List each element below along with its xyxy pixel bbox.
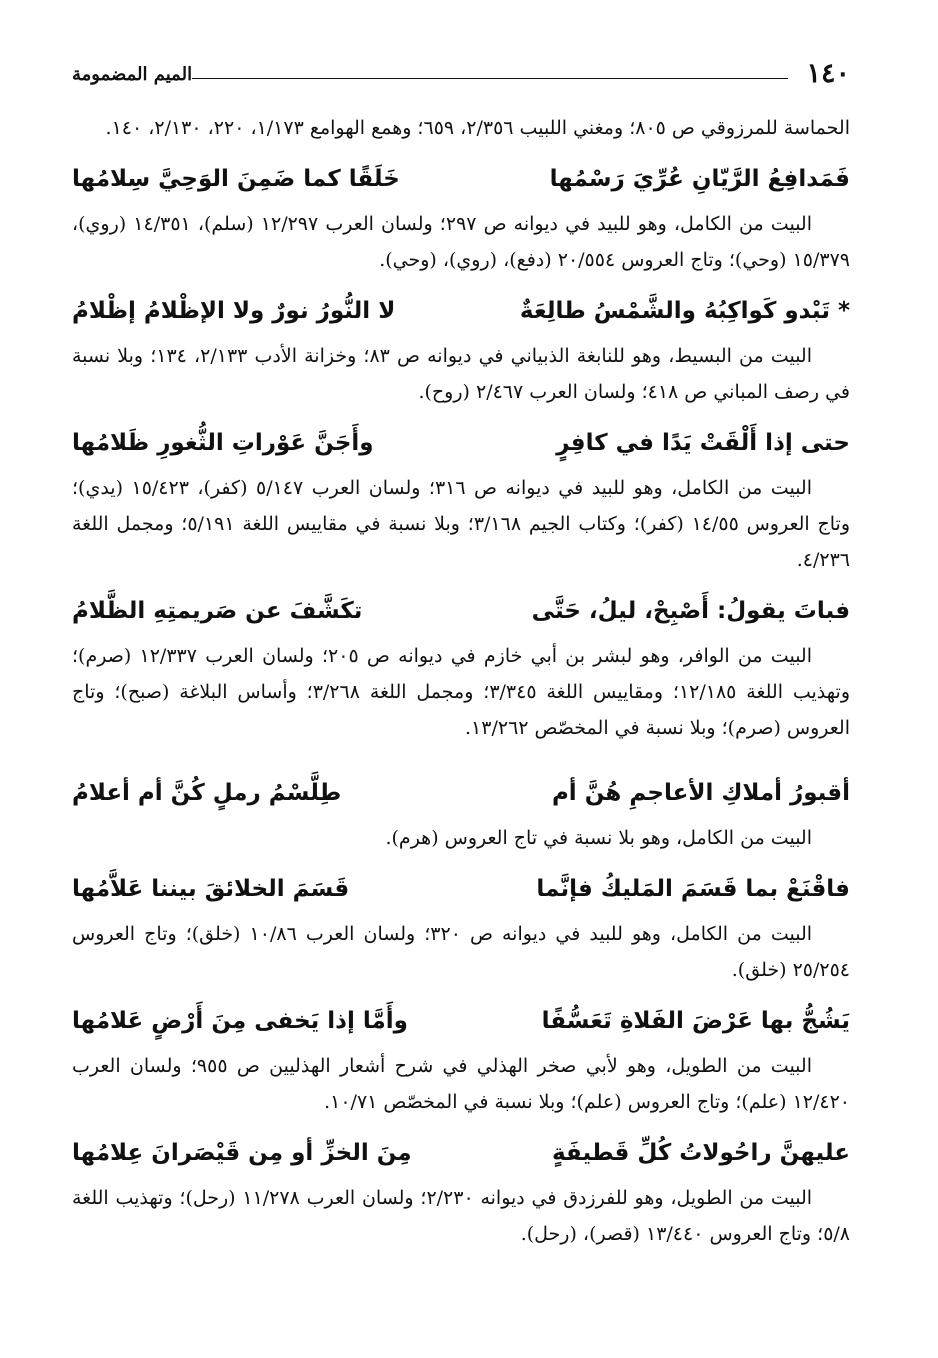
spacer bbox=[72, 746, 850, 760]
verse-hemistich-first: يَشُجُّ بها عَرْضَ الفَلاةِ تَعَسُّفًا bbox=[541, 1008, 850, 1034]
verse-hemistich-second: قَسَمَ الخلائقَ بيننا عَلاَّمُها bbox=[72, 876, 350, 902]
verse-note: البيت من الطويل، وهو لأبي صخر الهذلي في شرح أشعار الهذليين ص ٩٥٥؛ ولسان العرب ١٢/٤٢٠ (علم)؛ وتاج العروس (علم)؛ وبلا نسبة في المخصّص ١٠/٧١. bbox=[72, 1055, 850, 1113]
verse-note: البيت من الطويل، وهو للفرزدق في ديوانه ٢/٢٣٠؛ ولسان العرب ١١/٢٧٨ (رحل)؛ وتهذيب اللغة ٥/٨؛ وتاج العروس ١٣/٤٤٠ (قصر)، (رحل). bbox=[72, 1187, 850, 1245]
verse-hemistich-second: لا النُّورُ نورٌ ولا الإظْلامُ إظْلامُ bbox=[72, 298, 396, 324]
verse-hemistich-second: وأَمَّا إذا يَخفى مِنَ أَرْضٍ عَلامُها bbox=[72, 1008, 408, 1034]
verse-note: البيت من الوافر، وهو لبشر بن أبي خازم في ديوانه ص ٢٠٥؛ ولسان العرب ١٢/٣٣٧ (صرم)؛ وتهذيب اللغة ١٢/١٨٥؛ ومقاييس اللغة ٣/٣٤٥؛ ومجمل اللغة ٣/٢٦٨؛ وأساس البلاغة (صبح)؛ وتاج العروس (صرم)؛ وبلا نسبة في المخصّص ١٣/٢٦٢. bbox=[72, 645, 851, 739]
verse-4 bbox=[72, 592, 850, 630]
verse-hemistich-first: * تَبْدو كَواكِبُهُ والشَّمْسُ طالِعَةٌ bbox=[519, 298, 850, 324]
verse-hemistich-first: فباتَ يقولُ: أَصْبِحْ، ليلُ، حَتَّى bbox=[531, 598, 850, 624]
verse-hemistich-first: أقبورُ أملاكِ الأعاجمِ هُنَّ أم bbox=[551, 780, 850, 806]
header-rule bbox=[192, 78, 788, 79]
verse-note: البيت من الكامل، وهو للبيد في ديوانه ص ٣٢٠؛ ولسان العرب ١٠/٨٦ (خلق)؛ وتاج العروس ٢٥/٢٥٤ (خلق). bbox=[72, 923, 850, 981]
verse-hemistich-first: فَمَدافِعُ الرَّيّانِ عُرِّيَ رَسْمُها bbox=[549, 166, 850, 192]
verse-1 bbox=[72, 160, 850, 198]
verse-note: البيت من البسيط، وهو للنابغة الذبياني في ديوانه ص ٨٣؛ وخزانة الأدب ٢/١٣٣، ١٣٤؛ وبلا نسبة في رصف المباني ص ٤١٨؛ ولسان العرب ٢/٤٦٧ (روح). bbox=[72, 345, 850, 403]
verse-hemistich-first: فاقْنَعْ بما قَسَمَ المَليكُ فإنَّما bbox=[536, 876, 850, 902]
verse-2 bbox=[72, 292, 850, 330]
verse-note: البيت من الكامل، وهو للبيد في ديوانه ص ٢٩٧؛ ولسان العرب ١٢/٢٩٧ (سلم)، ١٤/٣٥١ (روي)، ١٥/٣٧٩ (وحي)؛ وتاج العروس ٢٠/٥٥٤ (دفع)، (روي)، (وحي). bbox=[72, 213, 850, 271]
verse-hemistich-second: خَلَقًا كما ضَمِنَ الوَحِيَّ سِلامُها bbox=[72, 166, 400, 192]
page-number: ١٤٠ bbox=[806, 58, 850, 89]
verse-note: البيت من الكامل، وهو للبيد في ديوانه ص ٣١٦؛ ولسان العرب ٥/١٤٧ (كفر)، ١٥/٤٢٣ (يدي)؛ وتاج العروس ١٤/٥٥ (كفر)؛ وكتاب الجيم ٣/١٦٨؛ وبلا نسبة في مقاييس اللغة ٥/١٩١؛ ومجمل اللغة ٤/٢٣٦. bbox=[72, 477, 851, 571]
intro-note: الحماسة للمرزوقي ص ٨٠٥؛ ومغني اللبيب ٢/٣٥٦، ٦٥٩؛ وهمع الهوامع ١/١٧٣، ٢٢٠، ٢/١٣٠، ١٤٠. bbox=[105, 117, 850, 139]
verse-7 bbox=[72, 1002, 850, 1040]
verse-8 bbox=[72, 1134, 850, 1172]
page-header bbox=[72, 58, 850, 92]
verse-5 bbox=[72, 774, 850, 812]
verse-hemistich-first: عليهنَّ راحُولاتُ كُلِّ قَطيفَةٍ bbox=[551, 1140, 850, 1166]
verse-hemistich-second: طِلَّسْمُ رملٍ كُنَّ أم أعلامُ bbox=[72, 780, 342, 806]
verse-note: البيت من الكامل، وهو بلا نسبة في تاج العروس (هرم). bbox=[385, 827, 812, 849]
verse-hemistich-second: وأَجَنَّ عَوْراتِ الثُّغورِ ظَلامُها bbox=[72, 430, 374, 456]
verse-6 bbox=[72, 870, 850, 908]
verse-3 bbox=[72, 424, 850, 462]
verse-hemistich-second: تكَشَّفَ عن صَريمتِهِ الظَّلامُ bbox=[72, 598, 363, 624]
verse-hemistich-second: مِنَ الخزِّ أو مِن قَيْصَرانَ عِلامُها bbox=[72, 1140, 412, 1166]
running-title: الميم المضمومة bbox=[72, 64, 193, 85]
verse-hemistich-first: حتى إذا أَلْقَتْ يَدًا في كافِرٍ bbox=[556, 430, 850, 456]
page-body bbox=[72, 110, 850, 1252]
